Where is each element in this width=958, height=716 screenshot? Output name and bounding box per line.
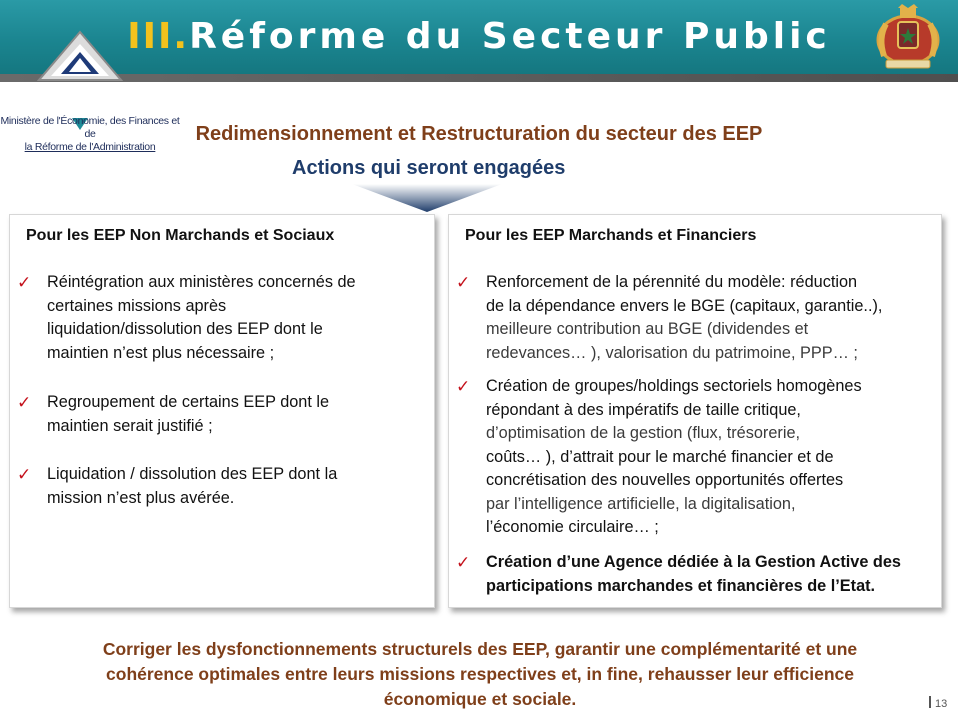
- list-item: ✓ Réintégration aux ministères concernés de certaines missions après liquidation/dissolution des EEP dont le maintien n’est plus nécessaire ;: [17, 273, 356, 362]
- list-item: ✓ Liquidation / dissolution des EEP dont la mission n’est plus avérée.: [17, 465, 338, 507]
- list-item: ✓ Création de groupes/holdings sectoriels homogènes répondant à des impératifs de taille critique, d’optimisation de la gestion (flux, trésorerie, coûts… ), d’attrait pour le marché financier et de concrétisation des nouvelles opportunités offertes par l’intelligence artificielle, la digitalisation, l’économie circulaire… ;: [456, 377, 862, 536]
- list-item: ✓ Création d’une Agence dédiée à la Gestion Active des participations marchandes et financières de l’Etat.: [456, 553, 901, 595]
- section-heading: Redimensionnement et Restructuration du secteur des EEP: [195, 123, 763, 145]
- ministry-name-line2: la Réforme de l'Administration: [24, 141, 156, 153]
- non-market-eep-heading: Pour les EEP Non Marchands et Sociaux: [26, 227, 335, 244]
- check-icon: ✓: [17, 465, 32, 484]
- check-icon: ✓: [456, 377, 471, 396]
- section-subheading: Actions qui seront engagées: [292, 157, 566, 179]
- arrow-down-icon: [352, 184, 502, 214]
- check-icon: ✓: [456, 553, 471, 572]
- page-number: 13: [929, 696, 947, 710]
- ministry-name-line1: Ministère de l'Économie, des Finances et de: [0, 115, 180, 140]
- non-market-eep-box: [9, 214, 435, 608]
- market-financial-eep-heading: Pour les EEP Marchands et Financiers: [465, 227, 757, 244]
- page-number-divider: [929, 696, 931, 708]
- list-item: ✓ Regroupement de certains EEP dont le maintien serait justifié ;: [17, 393, 330, 435]
- section-number: III.: [127, 16, 190, 57]
- check-icon: ✓: [17, 273, 32, 292]
- check-icon: ✓: [17, 393, 32, 412]
- conclusion-text: Corriger les dysfonctionnements structurels des EEP, garantir une complémentarité et une cohérence optimales entre leurs missions respectives et, in fine, rehausser leur efficience économique et sociale.: [102, 639, 858, 709]
- royal-crest-icon: [872, 4, 944, 72]
- list-item: ✓ Renforcement de la pérennité du modèle: réduction de la dépendance envers le BGE (capitaux, garantie..), meilleure contribution au BGE (dividendes et redevances… ), valorisation du patrimoine, PPP… ;: [456, 273, 883, 362]
- section-title-text: Réforme du Secteur Public: [189, 16, 831, 57]
- market-financial-eep-box: [448, 214, 942, 608]
- check-icon: ✓: [456, 273, 471, 292]
